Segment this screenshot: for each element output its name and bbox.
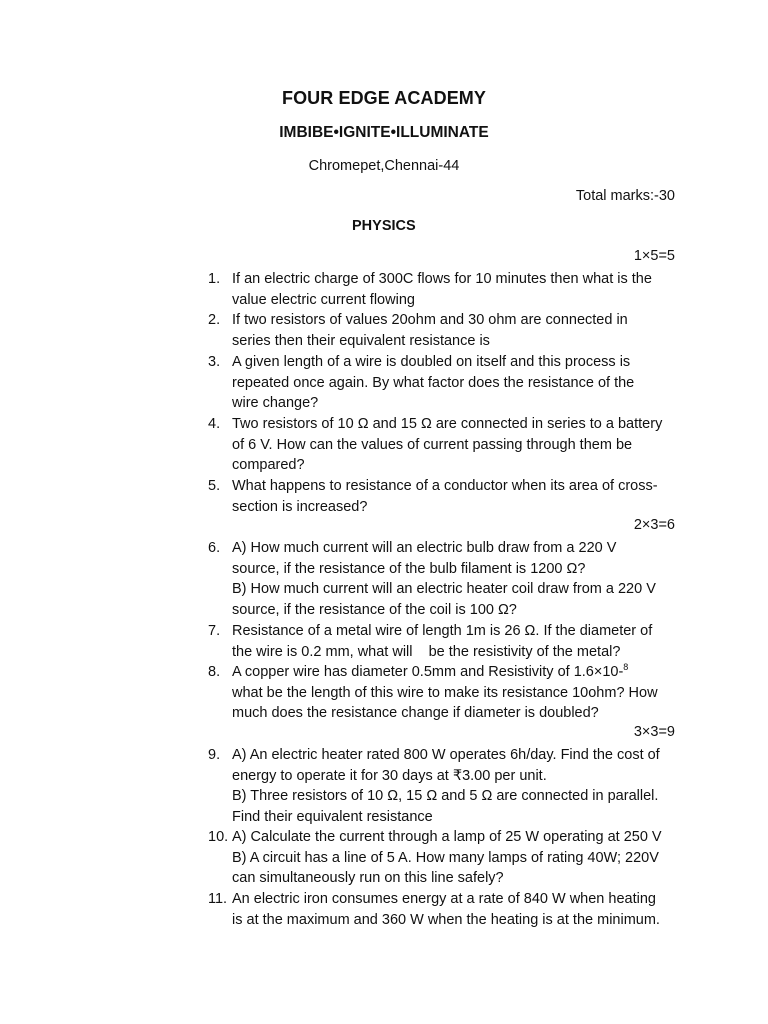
question-number: 1.	[208, 271, 221, 287]
question-number: 10.	[208, 829, 229, 845]
question-text: An electric iron consumes energy at a rate of 840 W when heating	[232, 891, 656, 907]
question-text: If an electric charge of 300C flows for 10 minutes then what is the	[232, 271, 652, 287]
question-text: B) Three resistors of 10 Ω, 15 Ω and 5 Ω are connected in parallel.	[232, 788, 659, 805]
question-text: A given length of a wire is doubled on itself and this process is	[232, 354, 631, 370]
question-text: wire change?	[232, 395, 319, 412]
academy-title: FOUR EDGE ACADEMY	[281, 88, 487, 108]
section-marks-1: 1×5=5	[633, 248, 675, 264]
question-number: 6.	[208, 540, 221, 556]
question-number: 7.	[208, 623, 221, 639]
question-text: is at the maximum and 360 W when the heating is at the minimum.	[232, 911, 660, 928]
section-marks-2: 2×3=6	[633, 517, 675, 533]
question-text: source, if the resistance of the coil is 100 Ω?	[232, 601, 517, 618]
question-text: energy to operate it for 30 days at ₹3.00 per unit.	[232, 767, 547, 784]
question-text: value electric current flowing	[232, 291, 415, 308]
question-text: Two resistors of 10 Ω and 15 Ω are connected in series to a battery	[232, 416, 663, 432]
question-text-part: A copper wire has diameter 0.5mm and Resistivity of 1.6×10-	[232, 664, 624, 680]
question-number: 9.	[208, 747, 221, 763]
question-number: 8.	[208, 664, 221, 680]
question-text: what be the length of this wire to make its resistance 10ohm? How	[232, 684, 658, 701]
question-text: of 6 V. How can the values of current passing through them be	[232, 436, 633, 453]
question-text: compared?	[232, 457, 305, 474]
question-text: repeated once again. By what factor does the resistance of the	[232, 374, 635, 391]
question-text: Resistance of a metal wire of length 1m is 26 Ω. If the diameter of	[232, 623, 653, 639]
exponent: 8	[623, 662, 629, 673]
question-text: series then their equivalent resistance is	[232, 332, 490, 349]
question-text: can simultaneously run on this line safely?	[232, 870, 504, 887]
question-number: 11.	[208, 891, 228, 907]
total-marks: Total marks:-30	[575, 188, 675, 204]
subject-heading: PHYSICS	[352, 218, 416, 234]
question-number: 2.	[208, 312, 221, 328]
question-text: A) How much current will an electric bulb draw from a 220 V	[232, 540, 617, 556]
question-text: source, if the resistance of the bulb filament is 1200 Ω?	[232, 560, 586, 577]
question-text: Find their equivalent resistance	[232, 808, 433, 825]
question-number: 5.	[208, 478, 221, 494]
question-text: much does the resistance change if diameter is doubled?	[232, 705, 599, 722]
academy-address: Chromepet,Chennai-44	[308, 158, 460, 174]
question-text: section is increased?	[232, 498, 368, 515]
question-text: B) How much current will an electric heater coil draw from a 220 V	[232, 581, 656, 598]
question-number: 4.	[208, 416, 221, 432]
question-text: A) Calculate the current through a lamp of 25 W operating at 250 V	[232, 829, 662, 845]
question-text: the wire is 0.2 mm, what will be the resistivity of the metal?	[232, 643, 621, 660]
question-text: B) A circuit has a line of 5 A. How many lamps of rating 40W; 220V	[232, 849, 659, 866]
question-number: 3.	[208, 354, 221, 370]
academy-motto: IMBIBE•IGNITE•ILLUMINATE	[279, 124, 489, 141]
question-text: What happens to resistance of a conductor when its area of cross-	[232, 478, 658, 494]
question-text	[232, 662, 678, 683]
section-marks-3: 3×3=9	[633, 724, 675, 740]
question-text: If two resistors of values 20ohm and 30 ohm are connected in	[232, 312, 628, 328]
question-text: A) An electric heater rated 800 W operates 6h/day. Find the cost of	[232, 747, 660, 763]
